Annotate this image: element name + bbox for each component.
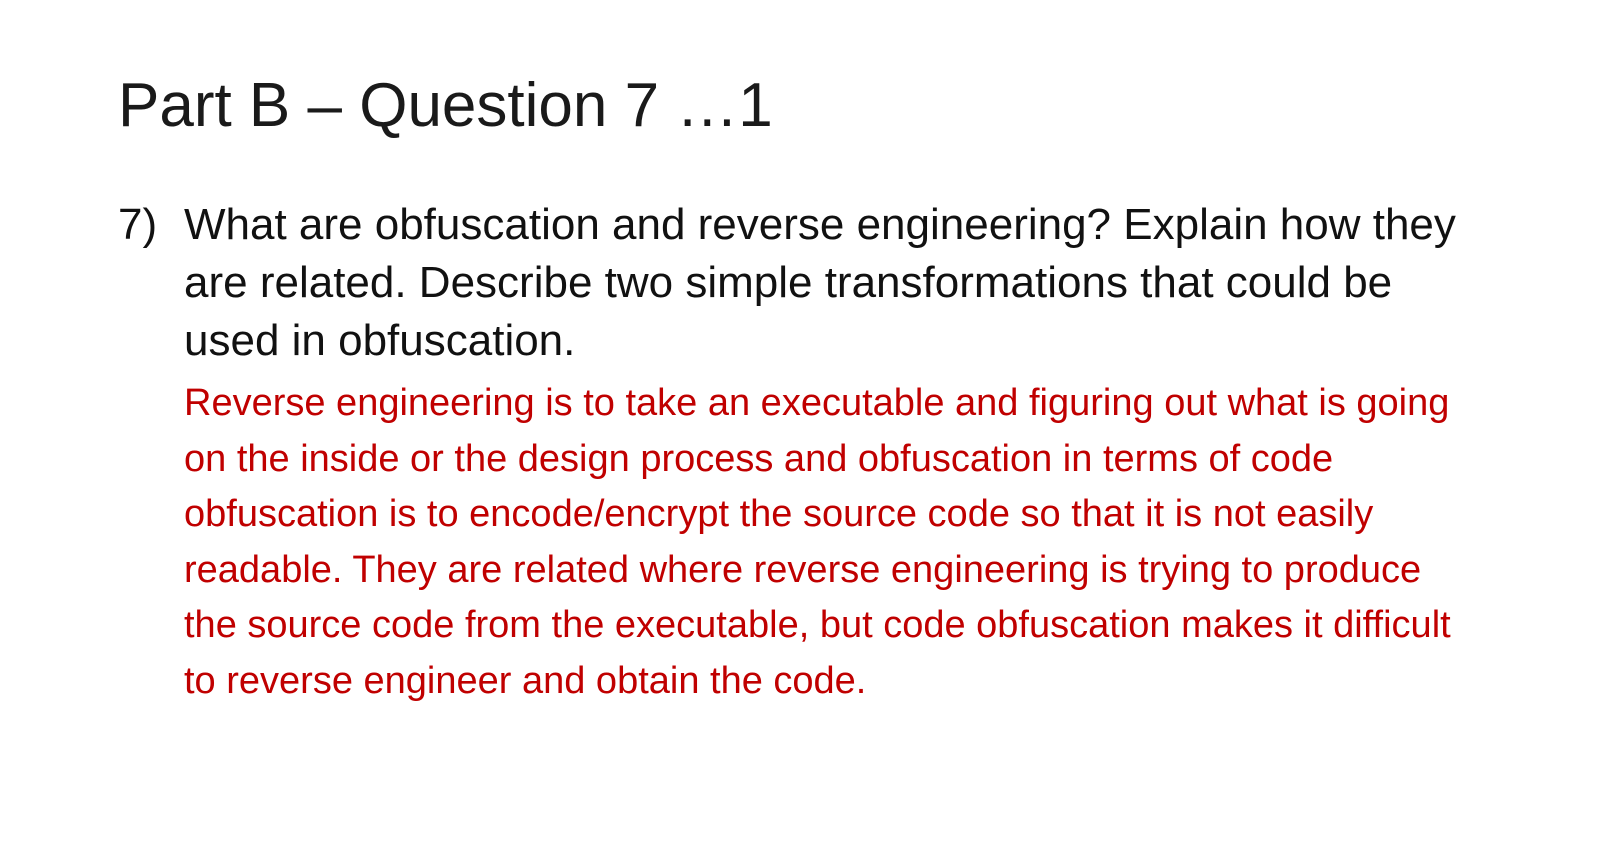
answer-text: Reverse engineering is to take an executable and figuring out what is going on the inside or the design process and obfuscation in terms of code obfuscation is to encode/encrypt the source code so that it is not easily readable. They are related where reverse engineering is trying to produce the source code from the executable, but code obfuscation makes it difficult to reverse engineer and obtain the code. xyxy=(184,382,1451,702)
question-number: 7) xyxy=(118,200,158,249)
slide-title: Part B – Question 7 …1 xyxy=(118,71,773,140)
question-text: What are obfuscation and reverse engineering? Explain how they are related. Describe two simple transformations that could be used in obfuscation. xyxy=(184,200,1456,365)
